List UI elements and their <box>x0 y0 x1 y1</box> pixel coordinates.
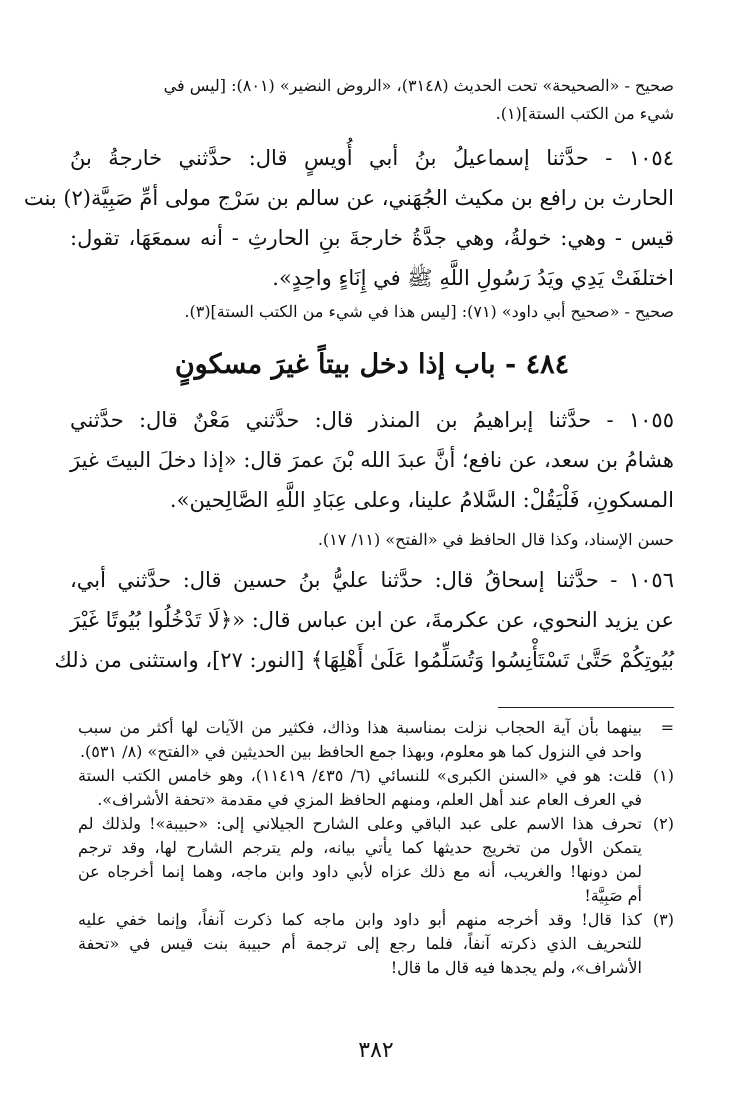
footnote-divider <box>498 707 674 708</box>
hadith-1054-line: الحارث بن رافع بن مكيث الجُهَني، عن سالم بن سَرْج مولى أمِّ صَبِيَّة(٢) بنت <box>23 186 674 210</box>
footnote-line: تحرف هذا الاسم على عبد الباقي وعلى الشارح الجيلاني إلى: «حبيبة»! ولذلك لم <box>78 814 642 833</box>
grading-line: صحيح - «صحيح أبي داود» (٧١): [ليس هذا في شيء من الكتب الستة](٣). <box>184 302 674 321</box>
hadith-1056-line: بُيُوتِكُمْ حَتَّىٰ تَسْتَأْنِسُوا وَتُسَلِّمُوا عَلَىٰ أَهْلِهَا﴾ [النور: ٢٧]، واستثنى من ذلك <box>54 648 674 672</box>
grading-line: شيء من الكتب الستة](١). <box>495 104 674 123</box>
footnote-number: (٣) <box>652 910 674 929</box>
footnotes <box>78 716 674 980</box>
footnote-line: يتمكن الأول من تخريج حديثها كما يأتي بيانه، ولم يترجم الشارح لها، وقد ترجم <box>78 838 643 857</box>
footnote-marker: = <box>660 718 674 737</box>
footnote-1 <box>78 764 674 812</box>
hadith-1056-line: عن يزيد النحوي، عن عكرمةَ، عن ابن عباس قال: «﴿لَا تَدْخُلُوا بُيُوتًا غَيْرَ <box>70 608 674 632</box>
main-text <box>23 72 674 680</box>
hadith-1054-line: اختلفَتْ يَدِي ويَدُ رَسُولِ اللَّهِ ﷺ في إِنَاءٍ واحِدٍ». <box>272 266 674 290</box>
footnote-number: (٢) <box>652 814 674 833</box>
footnote-line: في العرف العام عند أهل العلم، ومنهم الحافظ المزي في مقدمة «تحفة الأشراف». <box>97 790 642 809</box>
footnote-line: أم صَبِيَّة! <box>584 886 642 905</box>
hadith-1056-line: ١٠٥٦ - حدَّثنا إسحاقُ قال: حدَّثنا عليُّ بنُ حسين قال: حدَّثني أبي، <box>70 568 674 592</box>
page-number: ٣٨٢ <box>358 1038 394 1063</box>
grading-line: حسن الإسناد، وكذا قال الحافظ في «الفتح» (١١/ ١٧). <box>317 530 674 549</box>
footnote-line: للتحريف الذي ذكرته آنفاً، فلما رجع إلى ترجمة أم حبيبة بنت قيس في «تحفة <box>78 934 642 953</box>
footnote-line: واحد في النزول كما هو معلوم، وبهذا جمع الحافظ بين الحديثين في «الفتح» (٨/ ٥٣١). <box>79 742 642 761</box>
grading-line: صحيح - «الصحيحة» تحت الحديث (٣١٤٨)، «الروض النضير» (٨٠١): [ليس في <box>163 76 674 95</box>
hadith-1054-line: قيس - وهي: خولةُ، وهي جدَّةُ خارجةَ بنِ الحارثِ - أنه سمعَهَا، تقول: <box>70 226 674 250</box>
hadith-1055-line: ١٠٥٥ - حدَّثنا إبراهيمُ بن المنذر قال: حدَّثني مَعْنٌ قال: حدَّثني <box>70 408 674 432</box>
footnote-line: الأشراف»، ولم يجدها فيه قال ما قال! <box>390 958 642 977</box>
footnote-line: كذا قال! وقد أخرجه منهم أبو داود وابن ماجه كما ذكرت آنفاً، وإنما خفي عليه <box>78 910 642 929</box>
hadith-1055-line: هشامُ بن سعد، عن نافع؛ أنَّ عبدَ الله بْنَ عمرَ قال: «إذا دخلَ البيتَ غيرَ <box>70 448 674 472</box>
footnote-line: قلت: هو في «السنن الكبرى» للنسائي (٦/ ٤٣٥/ ١١٤١٩)، وهو خامس الكتب الستة <box>78 766 642 785</box>
footnote-line: بينهما بأن آية الحجاب نزلت بمناسبة هذا وذاك، فكثير من الآيات لها أكثر من سبب <box>78 718 642 737</box>
footnote-number: (١) <box>652 766 674 785</box>
footnote-3 <box>78 908 674 980</box>
footnote-2 <box>78 812 674 908</box>
footnote-line: لمن دونها! والغريب، أنه مع ذلك عزاه لأبي داود وابن ماجه، وهما إنما أخرجاه عن <box>78 862 642 881</box>
hadith-1055-line: المسكونِ، فَلْيَقُلْ: السَّلامُ علينا، وعلى عِبَادِ اللَّهِ الصَّالِحين». <box>169 488 674 512</box>
hadith-1054-line: ١٠٥٤ - حدَّثنا إسماعيلُ بنُ أبي أُويسٍ قال: حدَّثني خارجةُ بنُ <box>70 146 674 170</box>
chapter-heading: ٤٨٤ - باب إذا دخل بيتاً غيرَ مسكونٍ <box>174 349 570 380</box>
footnote-continuation <box>78 716 674 764</box>
